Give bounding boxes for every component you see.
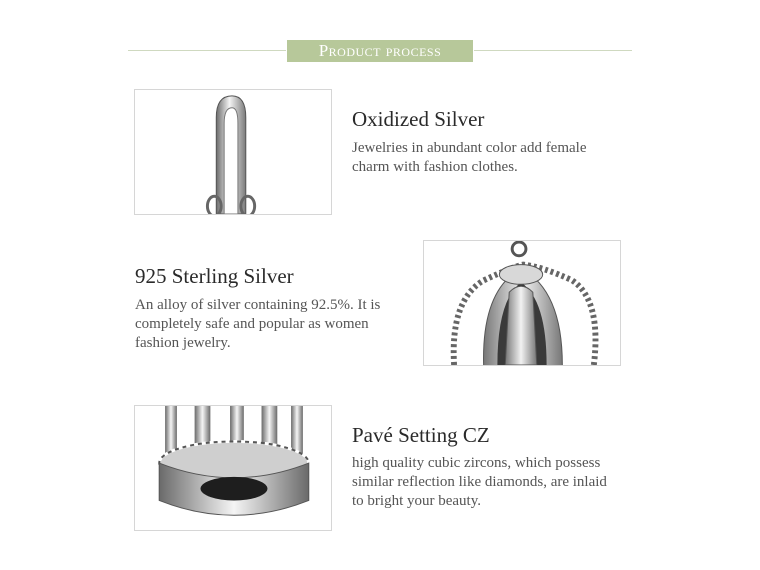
section-title-pave: Pavé Setting CZ (352, 423, 490, 447)
crown-charm-icon (424, 241, 620, 365)
section-desc-oxidized: Jewelries in abundant color add female charm with fashion clothes. (352, 140, 587, 175)
product-photo-clasp (134, 89, 332, 215)
silver-clasp-icon (135, 90, 331, 214)
section-title-oxidized: Oxidized Silver (352, 107, 485, 131)
product-photo-pave (134, 405, 332, 531)
section-desc-sterling: An alloy of silver containing 92.5%. It is completely safe and popular as women fashion jewelry. (135, 297, 381, 351)
header-divider-right (474, 50, 632, 51)
section-title-sterling: 925 Sterling Silver (135, 264, 294, 288)
product-photo-crown (423, 240, 621, 366)
header-divider-left (128, 50, 286, 51)
section-desc-pave: high quality cubic zircons, which possess similar reflection like diamonds, are inlaid to bright your beauty. (352, 455, 607, 509)
section-header: Product process (287, 40, 473, 62)
pave-ring-icon (135, 406, 331, 530)
